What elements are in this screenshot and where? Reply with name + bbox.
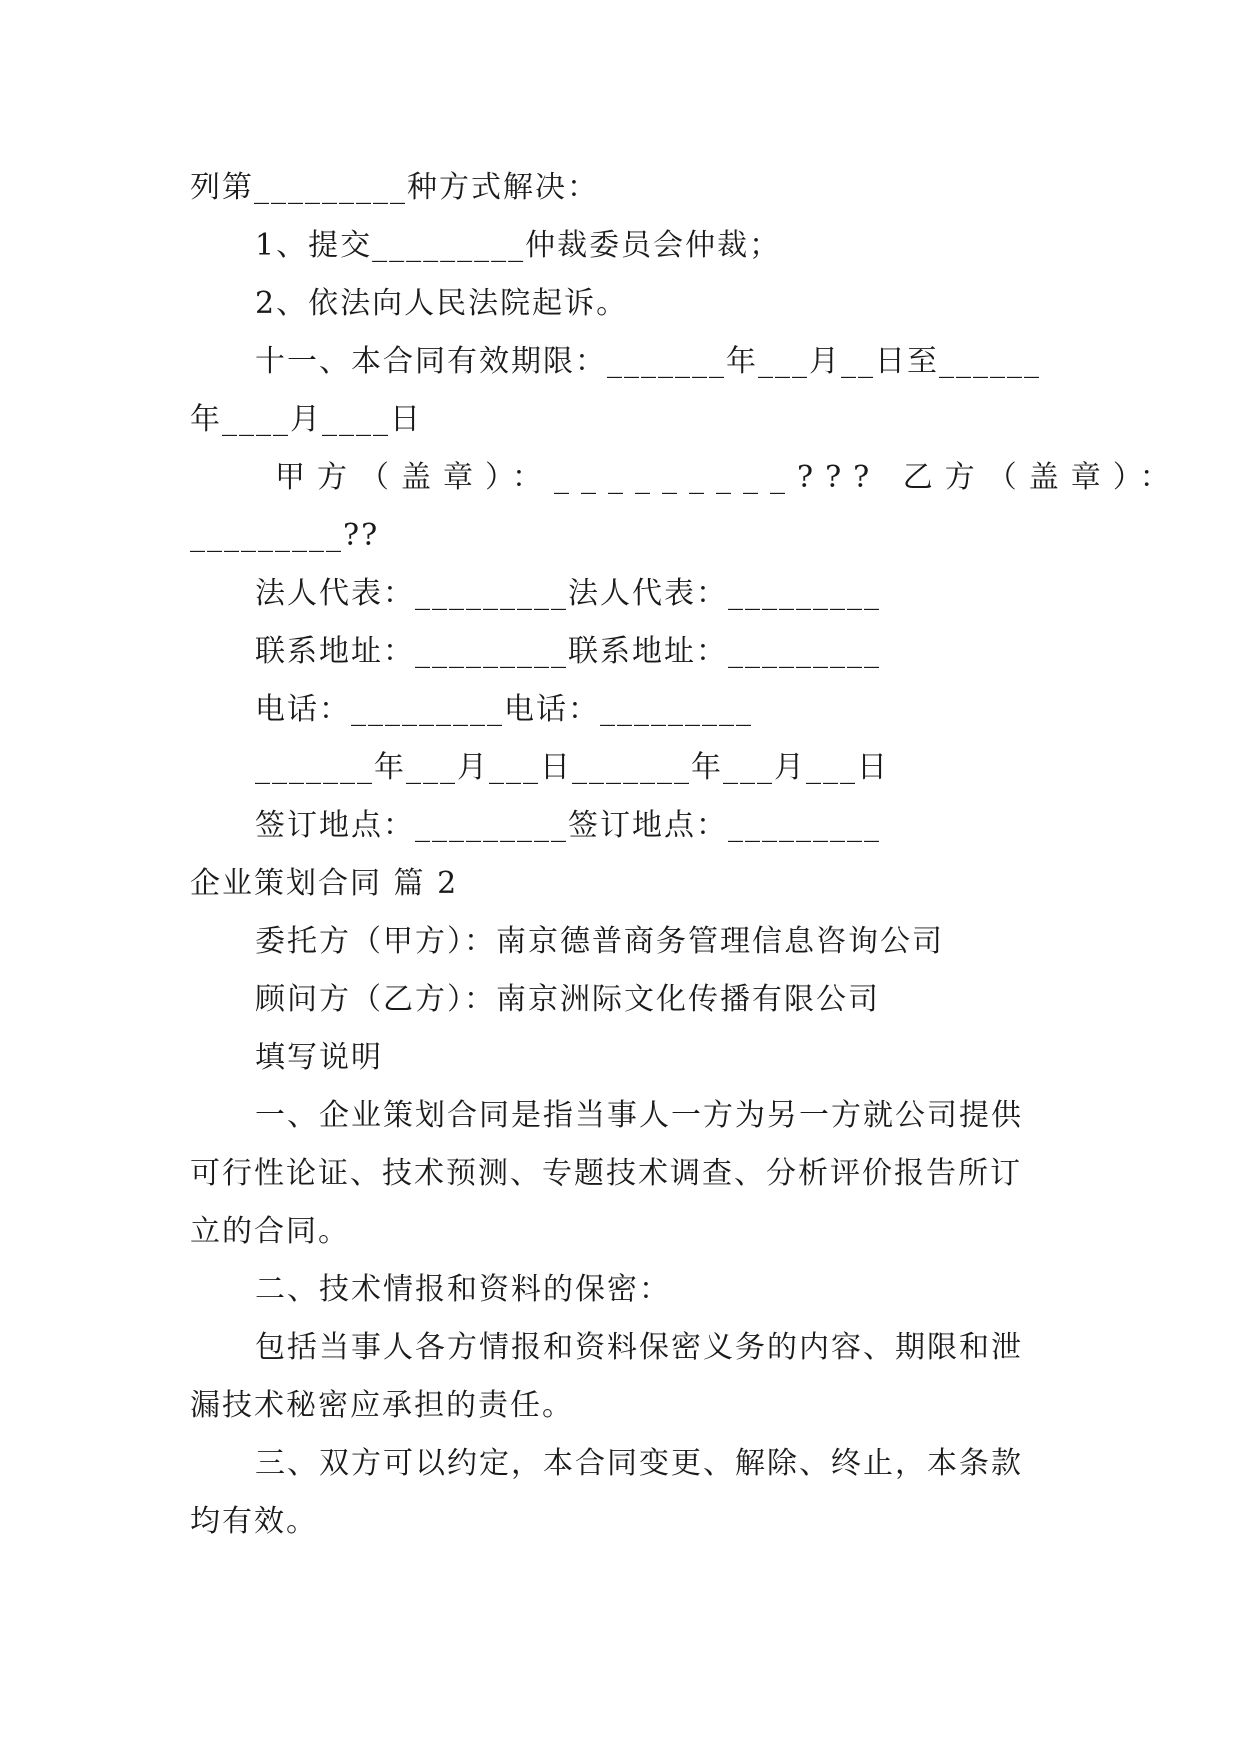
text-line: 二、技术情报和资料的保密： xyxy=(255,1272,671,1307)
text-line: 列第_________种方式解决： xyxy=(190,170,599,205)
text-line: 2、依法向人民法院起诉。 xyxy=(255,286,629,321)
text-line: 委托方（甲方）：南京德普商务管理信息咨询公司 xyxy=(255,924,944,959)
text-line: 1、提交_________仲裁委员会仲裁； xyxy=(255,228,782,263)
text-line: 包括当事人各方情报和资料保密义务的内容、期限和泄 xyxy=(255,1330,1023,1365)
text-line: 立的合同。 xyxy=(190,1214,350,1249)
text-line: 均有效。 xyxy=(190,1504,318,1539)
text-line: 三、双方可以约定，本合同变更、解除、终止，本条款 xyxy=(255,1446,1023,1481)
text-line: 漏技术秘密应承担的责任。 xyxy=(190,1388,574,1423)
text-line: 联系地址：_________联系地址：_________ xyxy=(255,634,881,669)
text-line: 甲方（盖章）：_________??? 乙方（盖章）： xyxy=(275,460,1182,495)
text-line: 可行性论证、技术预测、专题技术调查、分析评价报告所订 xyxy=(190,1156,1022,1191)
text-line: _________?? xyxy=(190,518,380,553)
text-line: 顾问方（乙方）：南京洲际文化传播有限公司 xyxy=(255,982,880,1017)
text-line: 电话：_________电话：_________ xyxy=(255,692,753,727)
text-line: 年____月____日 xyxy=(190,402,422,437)
text-line: 签订地点：_________签订地点：_________ xyxy=(255,808,881,843)
text-line: 十一、本合同有效期限：_______年___月__日至______ xyxy=(255,344,1041,379)
section-heading: 企业策划合同 篇 2 xyxy=(190,866,459,901)
text-line: 一、企业策划合同是指当事人一方为另一方就公司提供 xyxy=(255,1098,1023,1133)
text-line: 法人代表：_________法人代表：_________ xyxy=(255,576,881,611)
text-line: _______年___月___日_______年___月___日 xyxy=(255,750,889,785)
text-line: 填写说明 xyxy=(255,1040,383,1075)
